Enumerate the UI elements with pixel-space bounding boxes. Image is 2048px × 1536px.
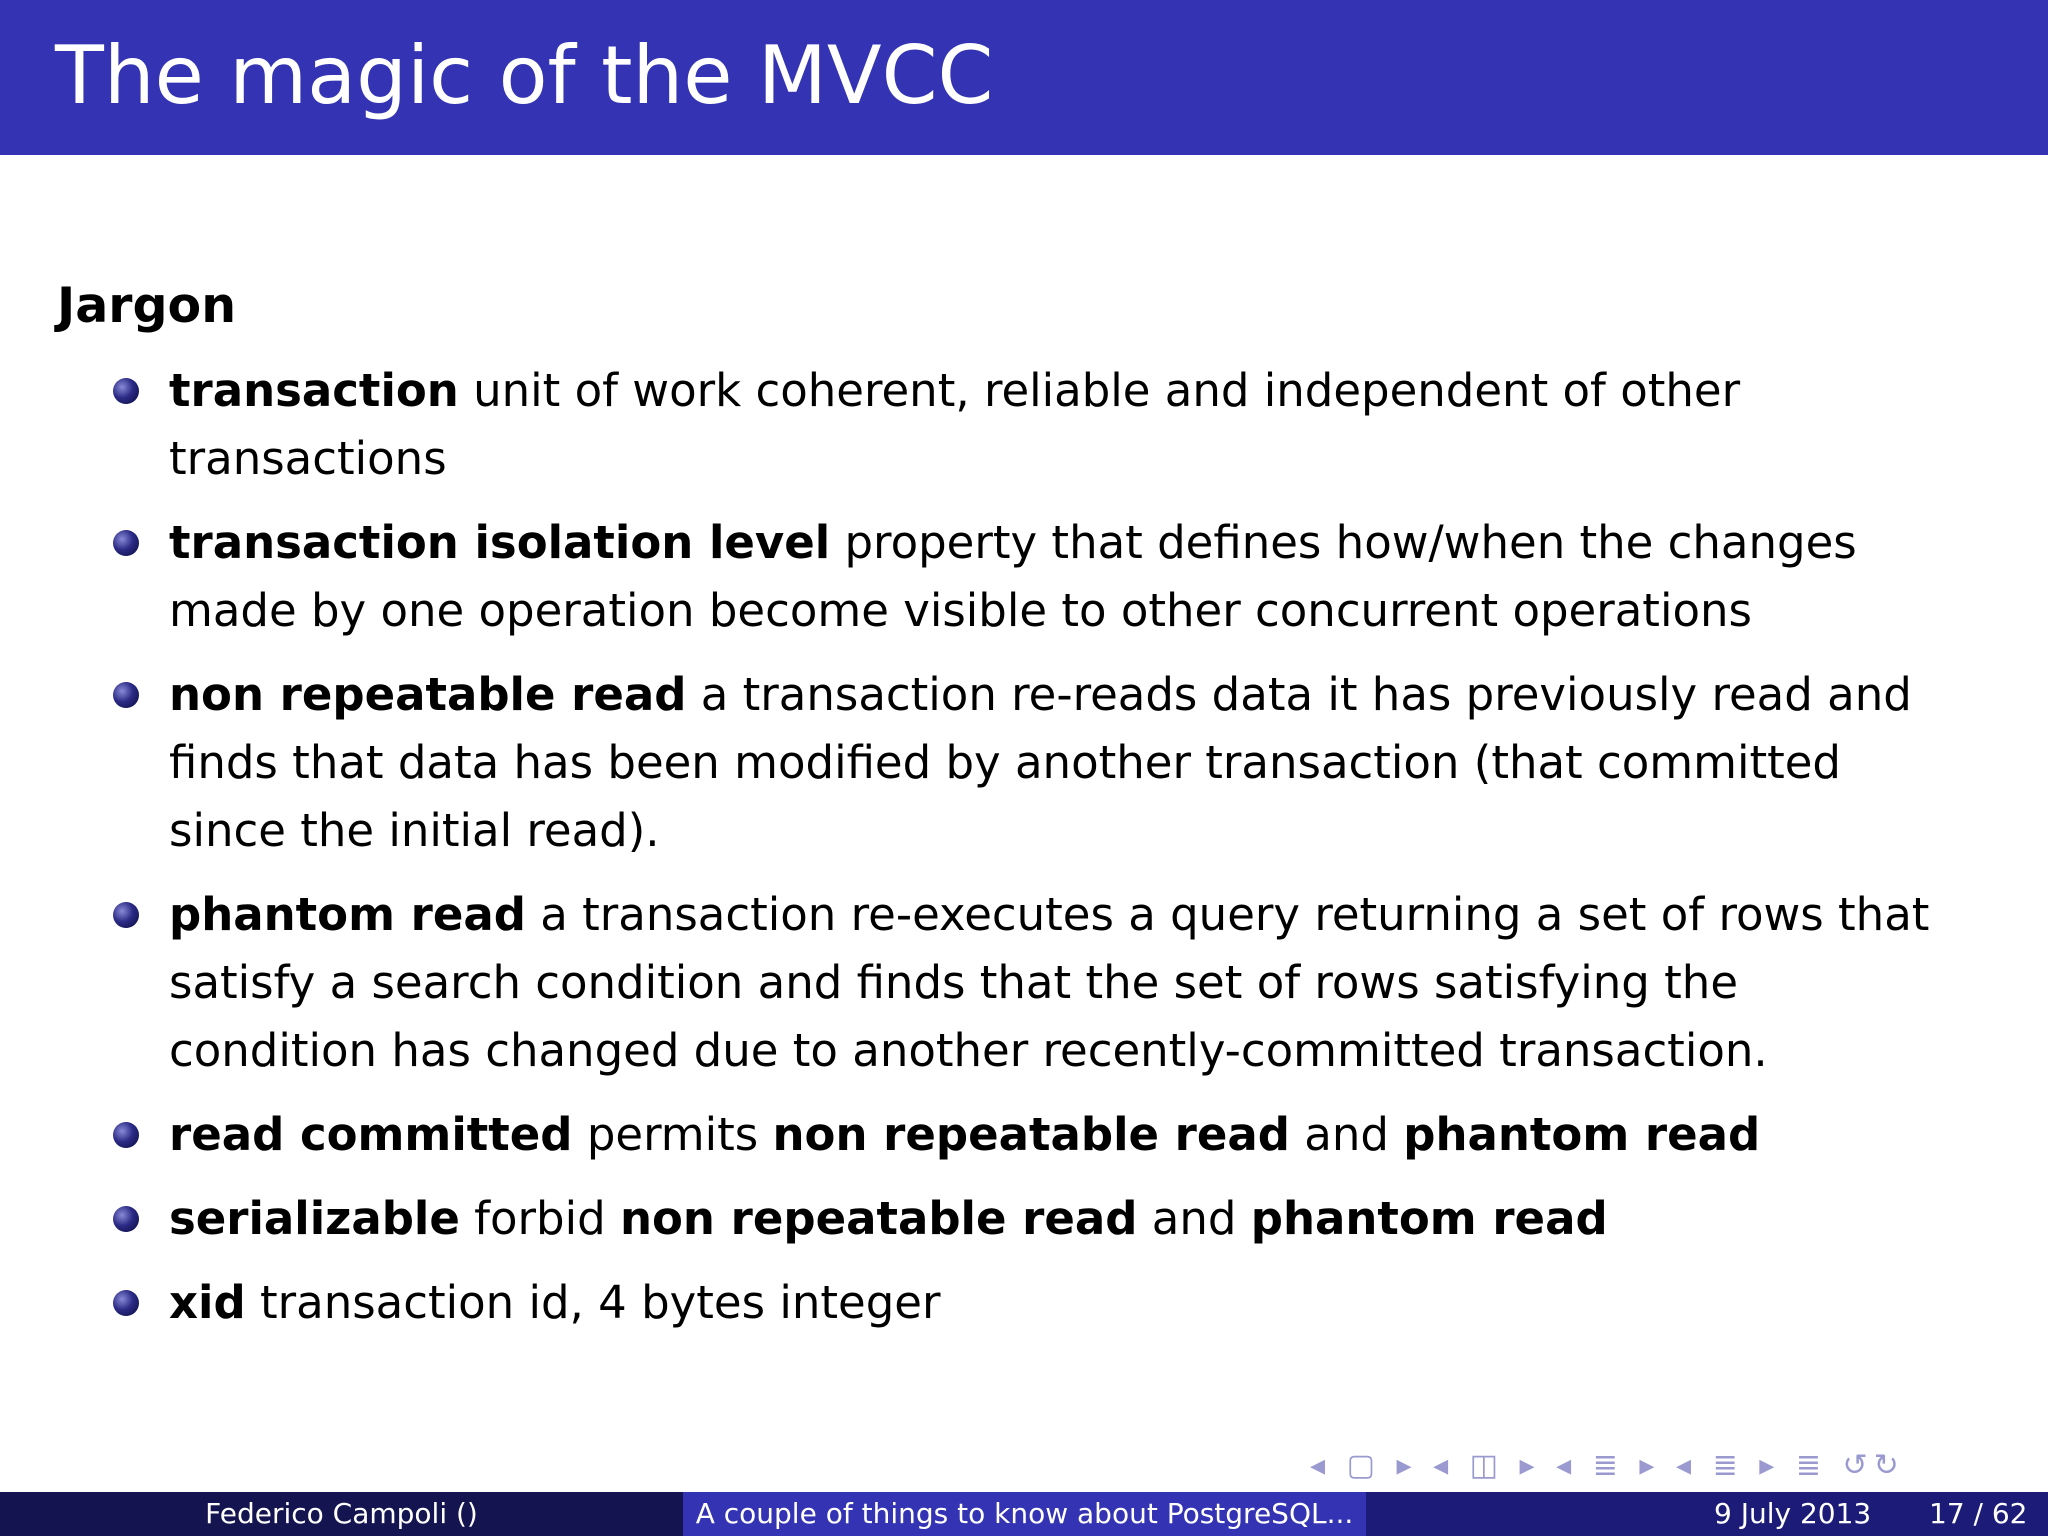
list-item-line (169, 949, 1999, 1017)
term-label: transaction isolation level (169, 516, 831, 569)
list-item-line (169, 577, 1999, 645)
footer-author-block (0, 1492, 683, 1536)
term-label: xid (169, 1276, 246, 1329)
bullet-icon (113, 1206, 139, 1232)
definition-text: forbid (459, 1192, 620, 1245)
definition-text: condition has changed due to another recently-committed transaction. (169, 1024, 1768, 1077)
definition-text: made by one operation become visible to other concurrent operations (169, 584, 1752, 637)
term-label: non repeatable read (619, 1192, 1138, 1245)
bullet-icon (113, 378, 139, 404)
definition-text: permits (572, 1108, 773, 1161)
definition-text: satisfy a search condition and finds that the set of rows satisfying the (169, 956, 1739, 1009)
term-label: phantom read (1250, 1192, 1608, 1245)
definition-text: transactions (169, 432, 447, 485)
navigation-controls[interactable]: ◂ ▢ ▸ ◂ ◫ ▸ ◂ ≣ ▸ ◂ ≣ ▸ ≣ ↺↻ (1310, 1448, 1905, 1483)
section-heading: Jargon (57, 277, 237, 334)
list-item (169, 1185, 1999, 1253)
definition-text: transaction id, 4 bytes integer (245, 1276, 941, 1329)
definition-text: property that defines how/when the changes (830, 516, 1857, 569)
list-item-line (169, 1185, 1999, 1253)
definition-text: a transaction re-reads data it has previously read and (686, 668, 1912, 721)
bullet-icon (113, 682, 139, 708)
bullet-icon (113, 530, 139, 556)
bullet-icon (113, 1122, 139, 1148)
slide-title-bar (0, 0, 2048, 155)
term-label: non repeatable read (169, 668, 687, 721)
footer-author: Federico Campoli () (205, 1497, 478, 1530)
footer-page-number: 17 / 62 (1929, 1497, 2028, 1530)
list-item-line (169, 661, 1999, 729)
slide-title: The magic of the MVCC (55, 29, 994, 122)
list-item-line (169, 729, 1999, 797)
term-label: non repeatable read (772, 1108, 1290, 1161)
term-label: transaction (169, 364, 459, 417)
term-label: serializable (169, 1192, 460, 1245)
footer (0, 1492, 2048, 1536)
definition-text: finds that data has been modified by another transaction (that committed (169, 736, 1841, 789)
definition-text: and (1137, 1192, 1251, 1245)
footer-talk-title: A couple of things to know about PostgreSQL... (695, 1497, 1354, 1530)
list-item (169, 661, 1999, 865)
list-item-line (169, 357, 1999, 425)
term-label: phantom read (169, 888, 526, 941)
bullet-icon (113, 902, 139, 928)
list-item (169, 1101, 1999, 1169)
footer-date: 9 July 2013 (1714, 1497, 1872, 1530)
list-item-line (169, 1101, 1999, 1169)
list-item (169, 1269, 1999, 1337)
list-item-line (169, 1017, 1999, 1085)
term-label: phantom read (1403, 1108, 1761, 1161)
list-item (169, 509, 1999, 645)
term-label: read committed (169, 1108, 573, 1161)
list-item-line (169, 797, 1999, 865)
list-item-line (169, 509, 1999, 577)
bullet-icon (113, 1290, 139, 1316)
list-item-line (169, 881, 1999, 949)
list-item-line (169, 425, 1999, 493)
definition-text: a transaction re-executes a query returning a set of rows that (525, 888, 1930, 941)
list-item (169, 881, 1999, 1085)
definition-text: and (1289, 1108, 1404, 1161)
footer-date-block (1366, 1492, 2048, 1536)
definition-text: since the initial read). (169, 804, 660, 857)
definition-text: unit of work coherent, reliable and independent of other (458, 364, 1741, 417)
footer-title-block (683, 1492, 1366, 1536)
list-item (169, 357, 1999, 493)
list-item-line (169, 1269, 1999, 1337)
